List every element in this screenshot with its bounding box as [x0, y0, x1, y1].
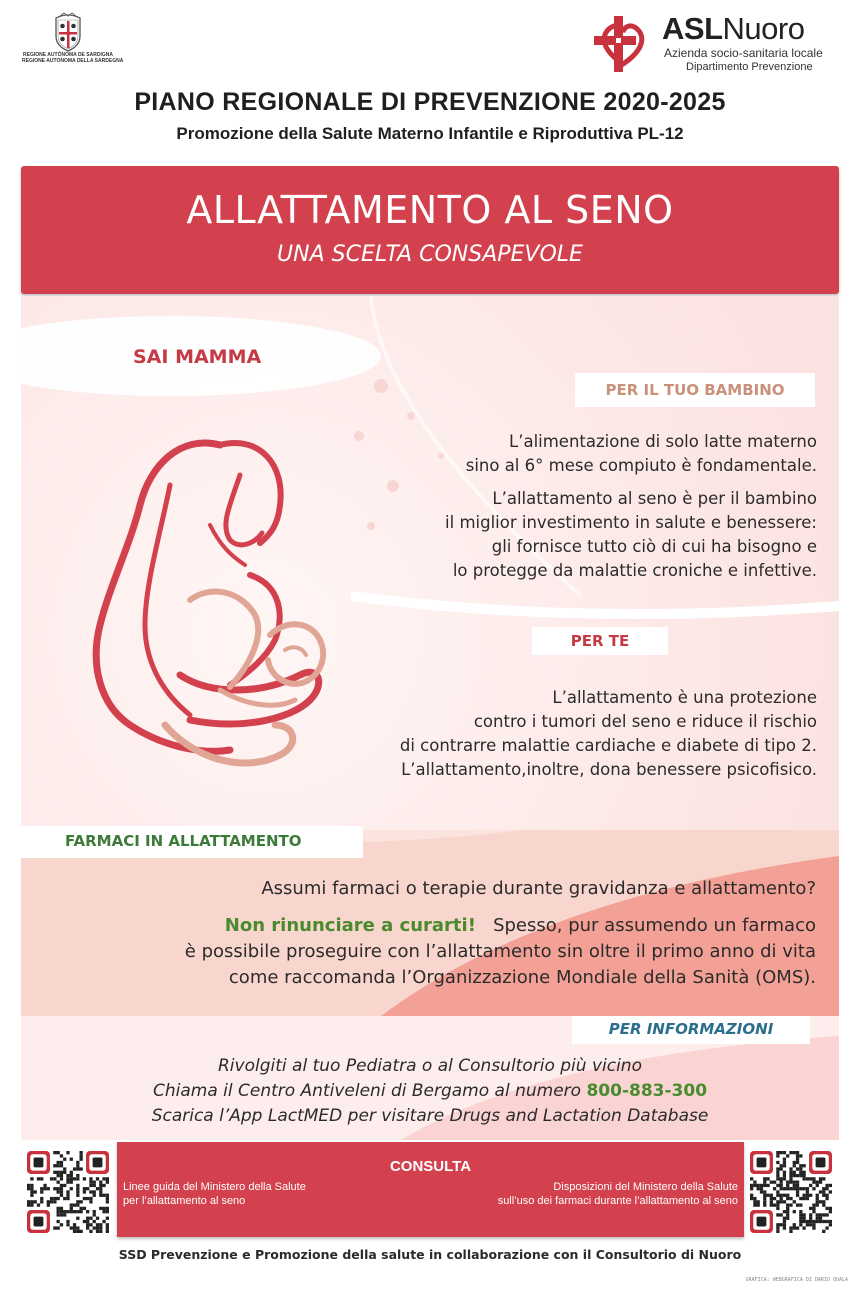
bambino-p2-line-1: L’allattamento al seno è per il bambino: [492, 489, 817, 508]
bambino-p1-line-2: sino al 6° mese compiuto è fondamentale.: [465, 456, 817, 475]
consulta-bar: [117, 1142, 744, 1237]
per-informazioni-label: PER INFORMAZIONI: [572, 1016, 810, 1044]
sai-mamma-heading: SAI MAMMA: [133, 346, 262, 368]
consulta-title: CONSULTA: [389, 1158, 472, 1175]
farmaci-line-3: come raccomanda l’Organizzazione Mondiale della Sanità (OMS).: [228, 967, 816, 988]
qr-code-left[interactable]: [27, 1151, 109, 1233]
farmaci-line-2: è possibile proseguire con l’allattamento sin oltre il primo anno di vita: [184, 941, 816, 962]
region-logo-text-2: REGIONE AUTONOMA DELLA SARDEGNA: [22, 58, 124, 64]
main-title: ALLATTAMENTO AL SENO: [186, 188, 674, 232]
asl-brand-bold: ASL: [662, 11, 723, 46]
info-line-1: Rivolgiti al tuo Pediatra o al Consultorio più vicino: [218, 1056, 642, 1076]
info-line-3: Scarica l’App LactMED per visitare Drugs and Lactation Database: [151, 1106, 709, 1126]
per-te-label: PER TE: [532, 627, 668, 655]
bambino-p2-line-2: il miglior investimento in salute e benessere:: [445, 513, 817, 532]
informazioni-text: [80, 1054, 780, 1129]
te-line-1: L’allattamento è una protezione: [552, 688, 817, 707]
te-line-2: contro i tumori del seno e riduce il rischio: [473, 712, 817, 731]
consulta-right-line-2: sull’uso dei farmaci durante l’allattamento al seno: [497, 1195, 738, 1207]
consulta-left-line-1: Linee guida del Ministero della Salute: [123, 1181, 306, 1193]
plan-title: PIANO REGIONALE DI PREVENZIONE 2020-2025: [134, 88, 726, 116]
asl-subtitle: Azienda socio-sanitaria locale: [664, 46, 823, 60]
asl-department: Dipartimento Prevenzione: [686, 61, 813, 73]
bambino-p2-line-4: lo protegge da malattie croniche e infettive.: [452, 561, 817, 580]
qr-code-right[interactable]: [750, 1151, 832, 1233]
bambino-p2-line-3: gli fornisce tutto ciò di cui ha bisogno e: [491, 537, 817, 556]
bambino-paragraph-2: [360, 487, 817, 583]
farmaci-text: [100, 913, 816, 991]
region-sardegna-logo: [22, 12, 124, 72]
consulta-left-link[interactable]: [123, 1180, 306, 1208]
region-logo-text-1: REGIONE AUTÒNOMA DE SARDIGNA: [23, 52, 113, 58]
plan-subtitle: Promozione della Salute Materno Infantile e Riproduttiva PL-12: [176, 124, 684, 143]
region-crest-icon: [50, 12, 86, 52]
bambino-p1-line-1: L’alimentazione di solo latte materno: [509, 432, 817, 451]
farmaci-highlight: Non rinunciare a curarti!: [224, 915, 476, 936]
asl-heart-cross-icon: [592, 14, 654, 74]
per-bambino-label: PER IL TUO BAMBINO: [575, 373, 815, 407]
farmaci-line-1-rest: Spesso, pur assumendo un farmaco: [475, 915, 816, 936]
per-te-text: [320, 686, 817, 782]
antiveleni-phone-number[interactable]: 800-883-300: [586, 1081, 708, 1101]
main-banner: [21, 166, 839, 294]
asl-nuoro-logo: [590, 12, 840, 78]
farmaci-label: FARMACI IN ALLATTAMENTO: [21, 826, 363, 858]
consulta-right-line-1: Disposizioni del Ministero della Salute: [553, 1181, 738, 1193]
footer-text: SSD Prevenzione e Promozione della salute in collaborazione con il Consultorio di Nuoro: [118, 1247, 742, 1262]
main-tagline: UNA SCELTA CONSAPEVOLE: [277, 242, 583, 267]
consulta-right-link[interactable]: [498, 1180, 738, 1208]
bambino-paragraph-1: [360, 430, 817, 478]
per-bambino-text: [360, 430, 817, 583]
mother-baby-illustration: [70, 425, 360, 790]
consulta-left-line-2: per l’allattamento al seno: [123, 1195, 246, 1207]
te-line-4: L’allattamento,inoltre, dona benessere psicofisico.: [401, 760, 817, 779]
asl-brand-name: [662, 12, 804, 46]
te-line-3: di contrarre malattie cardiache e diabete di tipo 2.: [399, 736, 817, 755]
info-line-2-prefix: Chiama il Centro Antiveleni di Bergamo al numero: [152, 1081, 587, 1101]
credit-text: GRAFICA: WEBGRAFICA DI DARIO QUALA: [745, 1277, 848, 1283]
farmaci-question: Assumi farmaci o terapie durante gravidanza e allattamento?: [261, 878, 816, 899]
asl-brand-light: Nuoro: [722, 11, 805, 46]
